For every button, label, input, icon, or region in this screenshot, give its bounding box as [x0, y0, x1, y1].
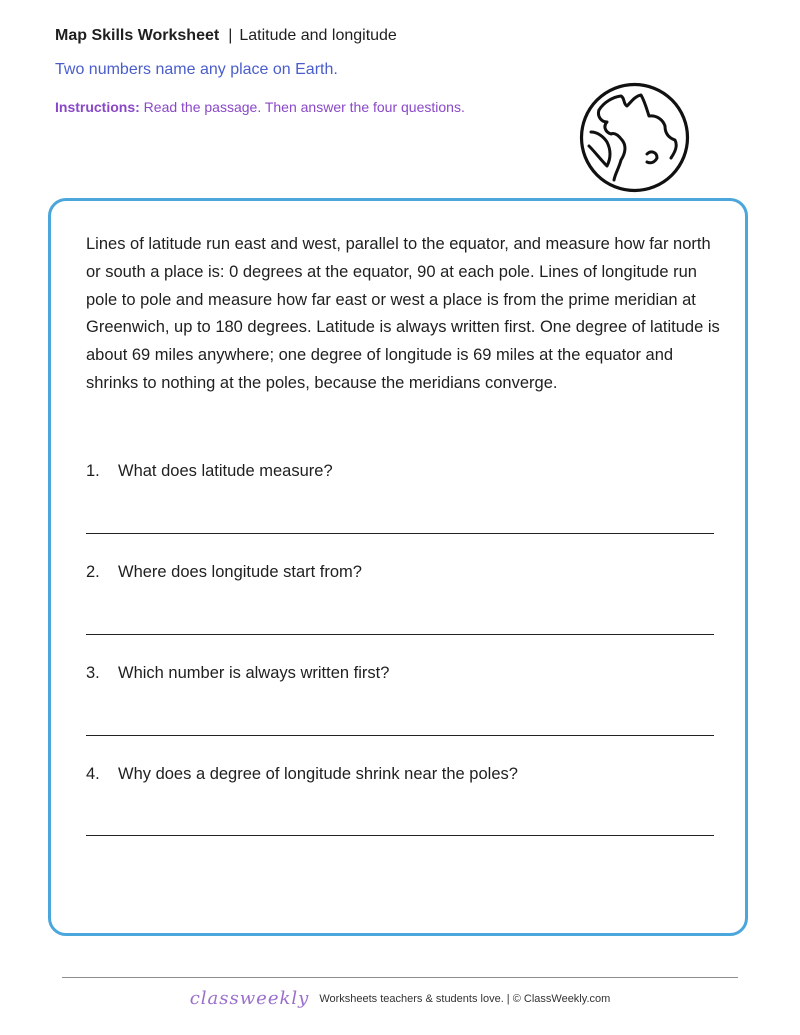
- question-2: [86, 561, 362, 583]
- footer: [0, 988, 800, 1009]
- worksheet-title: [55, 26, 397, 46]
- worksheet-title-bold: Map Skills Worksheet: [55, 27, 220, 44]
- question-text: Which number is always written first?: [118, 664, 390, 682]
- footer-tagline: Worksheets teachers & students love. | © ClassWeekly.com: [319, 992, 611, 1005]
- worksheet-subtitle: Two numbers name any place on Earth.: [55, 61, 338, 78]
- question-number: 1.: [86, 462, 100, 480]
- reading-passage: Lines of latitude run east and west, parallel to the equator, and measure how far north or south a place is: 0 degrees at the equator, 90 at each pole. Lines of longitude run pole to pole and measure how far east or west a place is from the prime meridian at Greenwich, up to 180 degrees. Latitude is always written first. One degree of latitude is about 69 miles anywhere; one degree of longitude is 69 miles at the equator and shrinks to nothing at the poles, because the meridians converge.: [86, 235, 720, 392]
- footer-divider: [62, 977, 738, 978]
- worksheet-topic: Latitude and longitude: [239, 27, 397, 44]
- question-number: 3.: [86, 664, 100, 682]
- question-number: 4.: [86, 765, 100, 783]
- question-text: Why does a degree of longitude shrink near the poles?: [118, 765, 518, 783]
- question-text: What does latitude measure?: [118, 462, 333, 480]
- answer-line-3[interactable]: [86, 735, 714, 736]
- question-4: [86, 763, 518, 785]
- question-text: Where does longitude start from?: [118, 563, 362, 581]
- instructions: [55, 98, 465, 116]
- question-1: [86, 460, 333, 482]
- brand-logo: classweekly: [189, 988, 310, 1009]
- instructions-label: Instructions:: [55, 99, 140, 115]
- question-number: 2.: [86, 563, 100, 581]
- instructions-text: Read the passage. Then answer the four questions.: [143, 99, 465, 115]
- answer-line-1[interactable]: [86, 533, 714, 534]
- title-separator: |: [228, 27, 233, 44]
- question-3: [86, 662, 389, 684]
- globe-icon: [577, 80, 692, 195]
- answer-line-2[interactable]: [86, 634, 714, 635]
- answer-line-4[interactable]: [86, 835, 714, 836]
